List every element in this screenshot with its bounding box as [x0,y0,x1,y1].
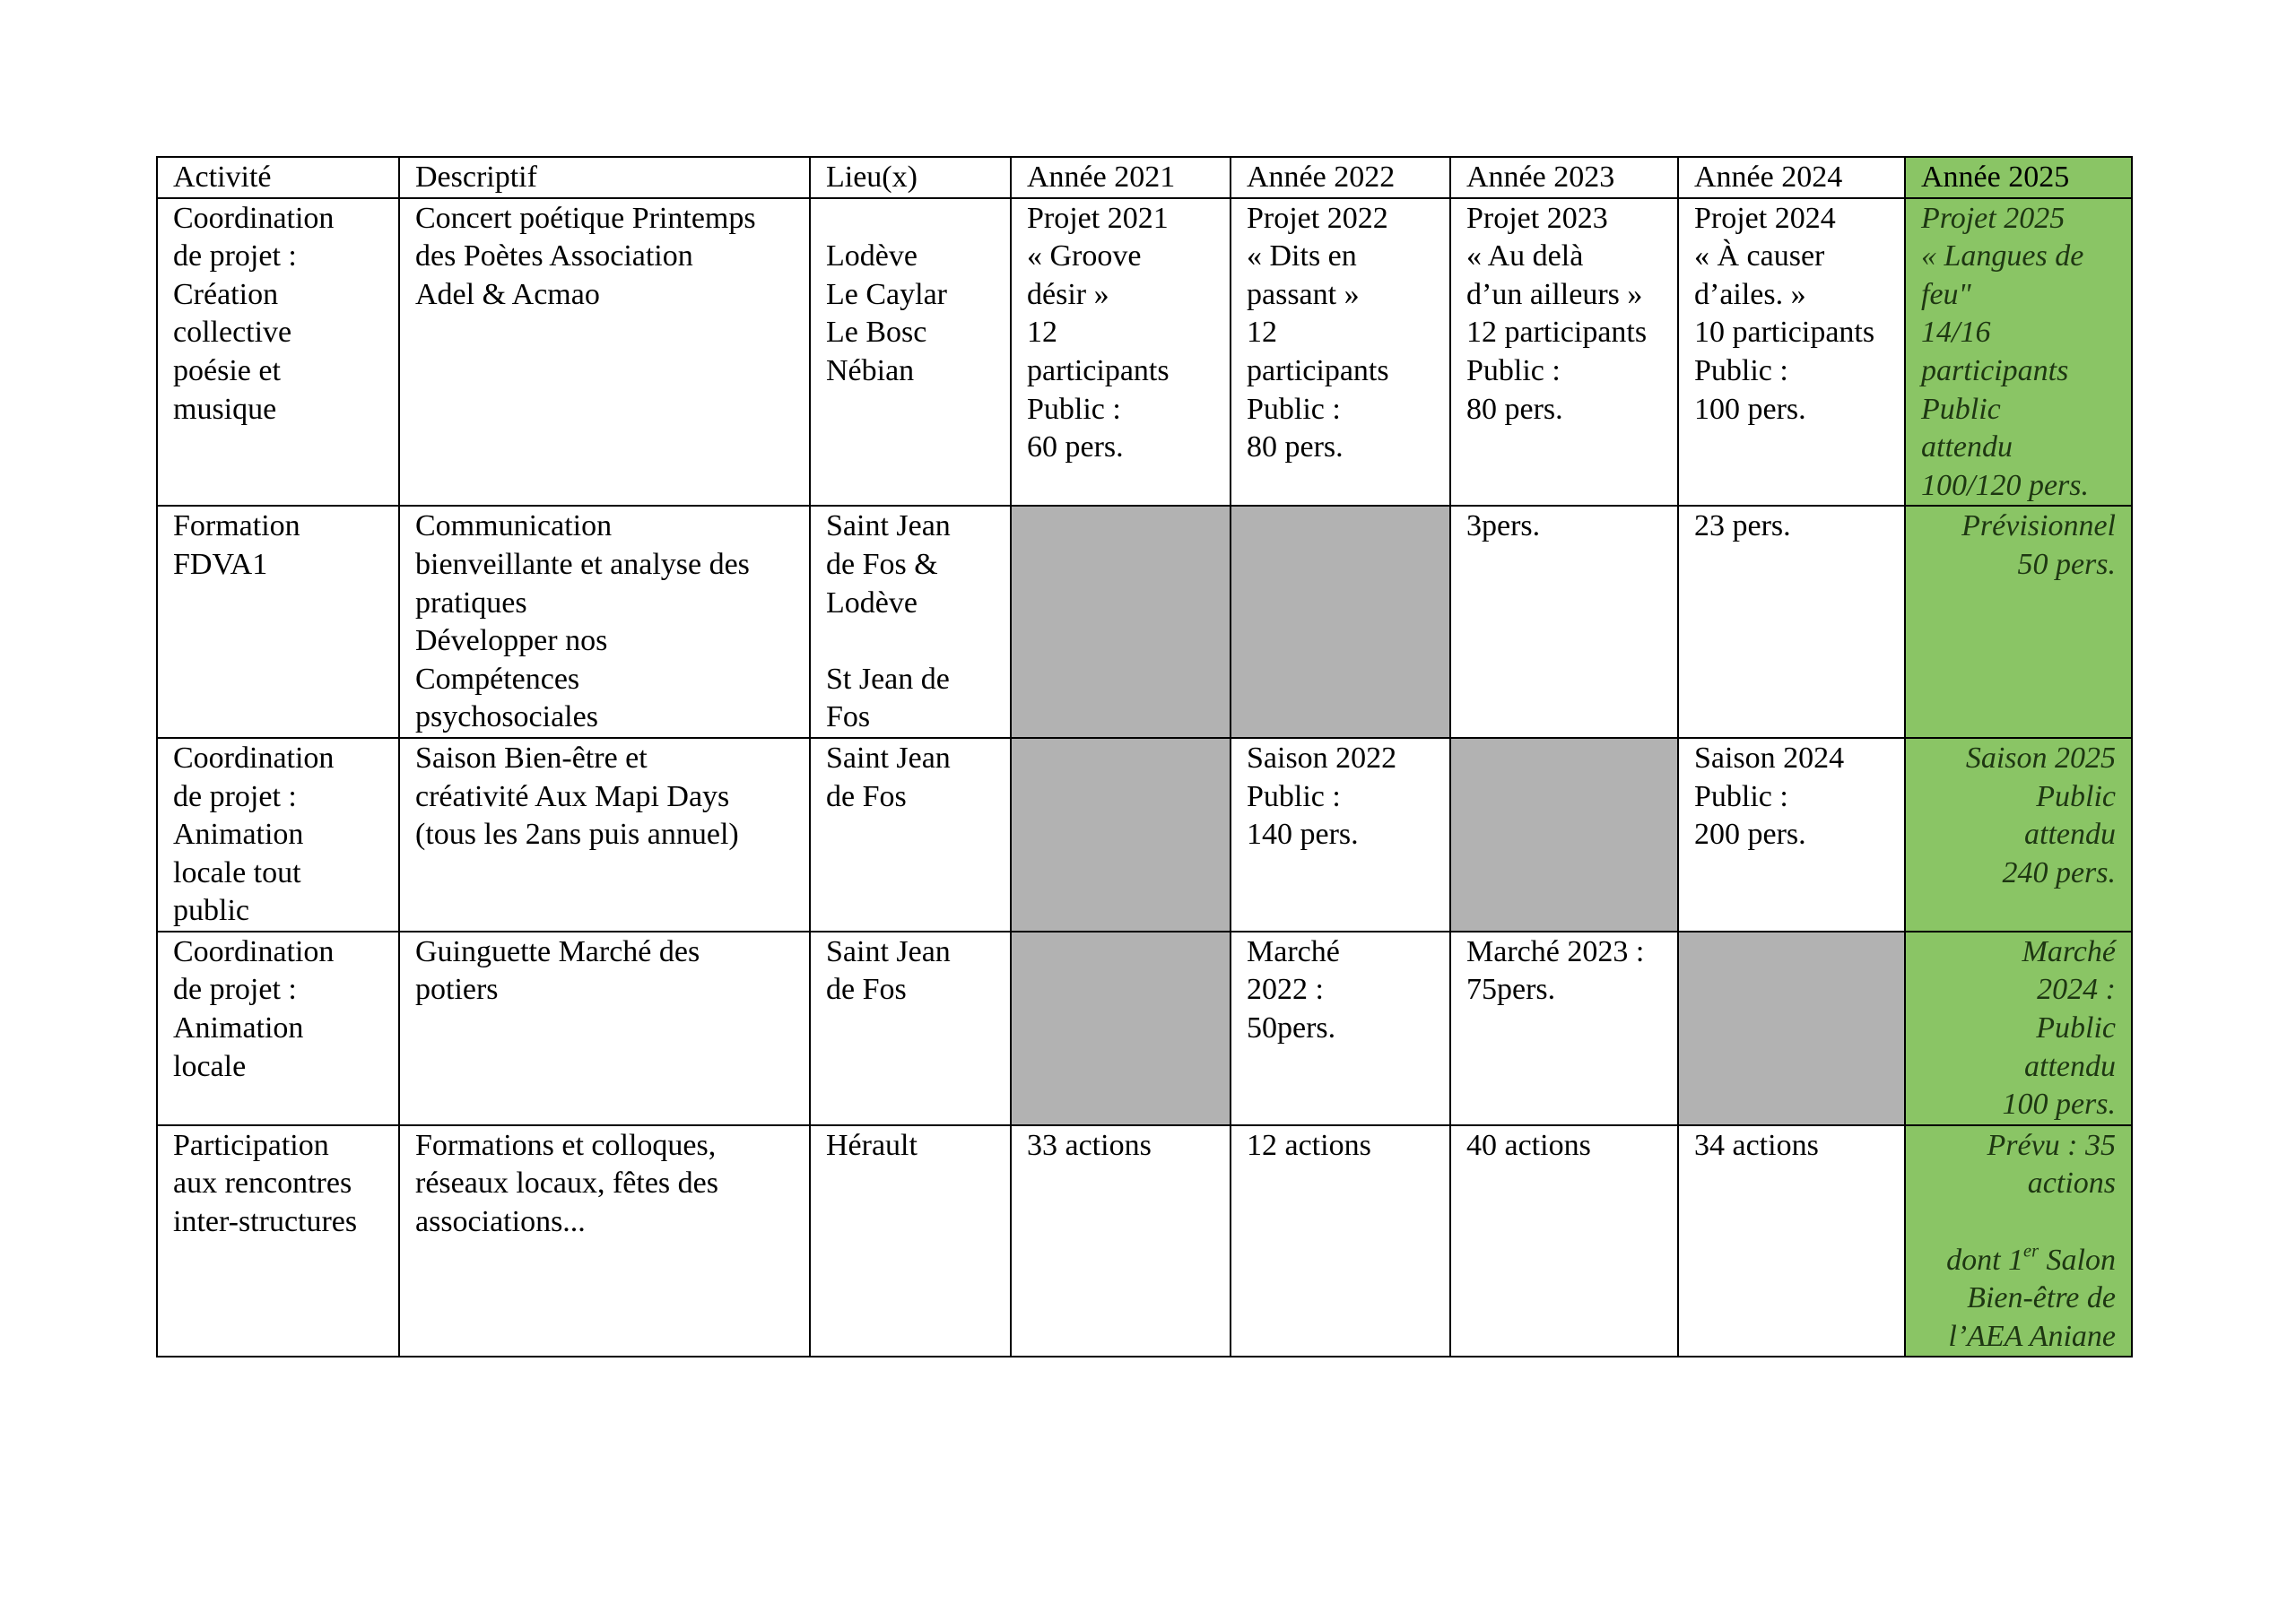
cell-2022: Marché 2022 : 50pers. [1231,932,1450,1125]
header-lieux: Lieu(x) [810,157,1011,198]
cell-2025: Projet 2025 « Langues de feu" 14/16 participants Public attendu 100/120 pers. [1905,198,2132,507]
cell-2021-empty [1011,738,1231,932]
cell-2024: Saison 2024 Public : 200 pers. [1678,738,1905,932]
table-row [157,198,2132,507]
cell-activite: Participation aux rencontres inter-structures [157,1125,399,1357]
cell-2021: Projet 2021 « Groove désir » 12 participants Public : 60 pers. [1011,198,1231,507]
cell-activite: Coordination de projet : Animation locale [157,932,399,1125]
header-annee-2023: Année 2023 [1450,157,1678,198]
table-row [157,506,2132,738]
table-row [157,738,2132,932]
salon-note: dont 1er Salon [1946,1241,2116,1277]
cell-activite: Coordination de projet : Création collective poésie et musique [157,198,399,507]
cell-2022: Projet 2022 « Dits en passant » 12 participants Public : 80 pers. [1231,198,1450,507]
activity-table [156,156,2133,1357]
cell-2022: 12 actions [1231,1125,1450,1357]
header-annee-2024: Année 2024 [1678,157,1905,198]
cell-lieux: Lodève Le Caylar Le Bosc Nébian [810,198,1011,507]
header-annee-2022: Année 2022 [1231,157,1450,198]
cell-descriptif: Communication bienveillante et analyse des pratiques Développer nos Compétences psychosociales [399,506,810,738]
cell-2022-empty [1231,506,1450,738]
cell-lieux: Hérault [810,1125,1011,1357]
cell-lieux: Saint Jean de Fos & Lodève St Jean de Fos [810,506,1011,738]
header-annee-2025: Année 2025 [1905,157,2132,198]
header-row [157,157,2132,198]
cell-descriptif: Concert poétique Printemps des Poètes Association Adel & Acmao [399,198,810,507]
table-row [157,1125,2132,1357]
cell-2025: Marché 2024 : Public attendu 100 pers. [1905,932,2132,1125]
cell-activite: Coordination de projet : Animation locale tout public [157,738,399,932]
cell-descriptif: Formations et colloques, réseaux locaux, fêtes des associations... [399,1125,810,1357]
cell-2025: Prévisionnel 50 pers. [1905,506,2132,738]
cell-2025: Prévu : 35 actions dont 1er Salon Bien-être de l’AEA Aniane [1905,1125,2132,1357]
cell-lieux: Saint Jean de Fos [810,932,1011,1125]
cell-activite: Formation FDVA1 [157,506,399,738]
header-descriptif: Descriptif [399,157,810,198]
cell-2021-empty [1011,932,1231,1125]
cell-2023: 3pers. [1450,506,1678,738]
cell-descriptif: Saison Bien-être et créativité Aux Mapi Days (tous les 2ans puis annuel) [399,738,810,932]
cell-2022: Saison 2022 Public : 140 pers. [1231,738,1450,932]
cell-2021: 33 actions [1011,1125,1231,1357]
header-annee-2021: Année 2021 [1011,157,1231,198]
cell-2024: Projet 2024 « À causer d’ailes. » 10 participants Public : 100 pers. [1678,198,1905,507]
cell-2023: Projet 2023 « Au delà d’un ailleurs » 12 participants Public : 80 pers. [1450,198,1678,507]
cell-2021-empty [1011,506,1231,738]
header-activite: Activité [157,157,399,198]
cell-2025: Saison 2025 Public attendu 240 pers. [1905,738,2132,932]
cell-2023: 40 actions [1450,1125,1678,1357]
cell-2023: Marché 2023 : 75pers. [1450,932,1678,1125]
cell-descriptif: Guinguette Marché des potiers [399,932,810,1125]
table-row [157,932,2132,1125]
cell-2024-empty [1678,932,1905,1125]
cell-2024: 23 pers. [1678,506,1905,738]
cell-lieux: Saint Jean de Fos [810,738,1011,932]
cell-2024: 34 actions [1678,1125,1905,1357]
cell-2023-empty [1450,738,1678,932]
